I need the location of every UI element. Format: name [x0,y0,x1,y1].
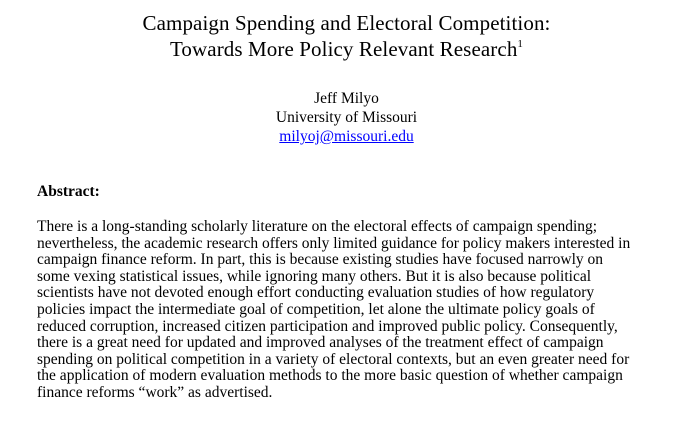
author-block [0,89,693,146]
title-line-2-text: Towards More Policy Relevant Research [169,37,518,61]
title-line-2 [0,36,693,62]
title-line-1: Campaign Spending and Electoral Competition: [142,11,551,35]
paper-title [0,10,693,62]
author-name: Jeff Milyo [314,90,379,107]
abstract-line: spending on political competition in a variety of electoral contexts, but an even greater need for [37,350,630,368]
abstract-line: the application of modern evaluation methods to the more basic question of whether campaign [37,367,623,385]
footnote-marker[interactable]: 1 [517,38,524,50]
abstract-line: campaign finance reform. In part, this is because existing studies have focused narrowly on [37,251,603,269]
abstract-line: There is a long-standing scholarly literature on the electoral effects of campaign spending; [37,218,598,235]
author-email-link[interactable]: milyoj@missouri.edu [279,128,414,145]
abstract-line: reduced corruption, increased citizen participation and improved public policy. Consequently, [37,317,618,335]
abstract-line: finance reforms “work” as advertised. [37,383,273,401]
abstract-heading: Abstract: [37,183,100,200]
abstract-line: some vexing statistical issues, while ignoring many others. But it is also because political [37,267,592,285]
abstract-line: policies impact the intermediate goal of competition, let alone the ultimate policy goals of [37,300,595,318]
abstract-line: scientists have not devoted enough effort conducting evaluation studies of how regulatory [37,284,595,302]
abstract-body [37,219,657,402]
author-affiliation: University of Missouri [275,109,418,126]
abstract-line: nevertheless, the academic research offers only limited guidance for policy makers interested in [37,234,631,252]
abstract-line: there is a great need for updated and improved analyses of the treatment effect of campaign [37,334,604,352]
